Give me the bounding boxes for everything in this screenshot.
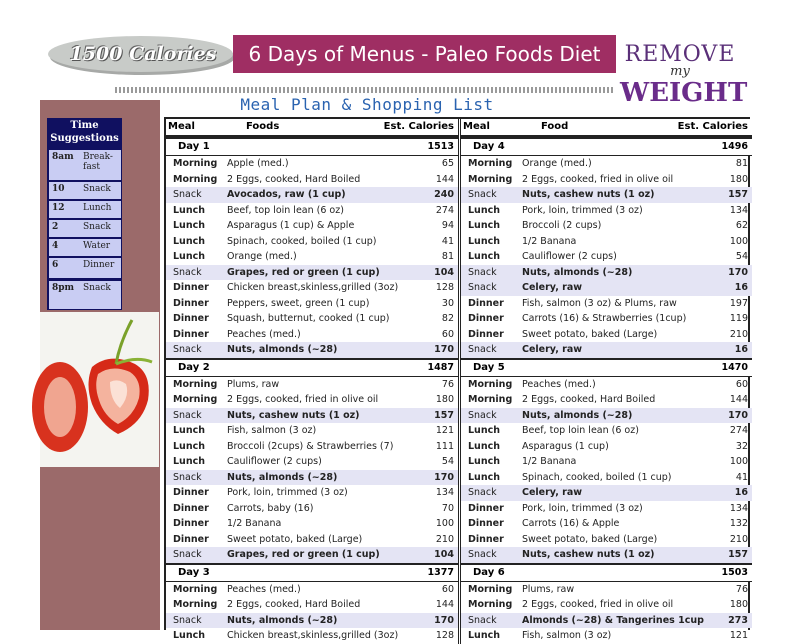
food-item: Grapes, red or green (1 cup) [227,266,380,278]
meal-type: Dinner [173,533,209,545]
food-item: Broccoli (2 cups) [522,220,602,231]
calorie-value: 104 [434,549,454,560]
food-item: Peaches (med.) [227,328,301,340]
calorie-value: 62 [735,220,748,231]
meal-type: Lunch [468,471,500,483]
strawberry-image [40,312,159,467]
food-item: 2 Eggs, cooked, Hard Boiled [522,394,656,405]
meal-row [166,187,458,203]
food-item: Sweet potato, baked (Large) [227,533,363,545]
day-total-calories: 1503 [721,566,748,578]
meal-row [461,249,752,265]
time-activity: Lunch [83,203,112,213]
food-item: Nuts, almonds (~28) [227,471,338,483]
meal-type: Snack [173,471,202,483]
meal-type: Dinner [173,518,209,529]
meal-row [461,547,752,563]
food-item: Orange (med.) [227,251,297,262]
header-foods: Foods [246,121,280,132]
meal-type: Lunch [173,235,205,247]
table-header-right [461,119,752,137]
calorie-value: 128 [435,630,454,641]
day-label: Day 5 [473,361,505,373]
header-food: Food [541,121,569,132]
day-total-calories: 1487 [427,361,454,373]
calorie-value: 180 [729,173,748,185]
meal-type: Lunch [468,220,500,231]
calorie-value: 144 [729,394,748,405]
meal-type: Dinner [468,297,504,309]
meal-type: Morning [173,583,218,595]
meal-type: Snack [468,614,497,626]
time-activity: Dinner [83,260,115,270]
meal-type: Dinner [173,297,209,309]
time-suggestion-row [49,182,121,199]
food-item: Cauliflower (2 cups) [227,456,322,467]
meal-type: Dinner [468,313,504,324]
meal-type: Snack [468,282,497,293]
food-item: Nuts, cashew nuts (1 oz) [522,189,655,200]
meal-row [461,423,752,439]
meal-row [461,392,752,408]
meal-type: Snack [173,344,202,355]
calorie-value: 76 [735,583,748,595]
meal-row [166,454,458,470]
meal-row [461,187,752,203]
time-value: 8am [52,152,74,162]
food-item: Spinach, cooked, boiled (1 cup) [227,235,377,247]
meal-column-left [166,119,458,644]
food-item: Cauliflower (2 cups) [522,251,617,262]
meal-type: Lunch [173,251,205,262]
food-item: Peaches (med.) [227,583,301,595]
meal-row [461,470,752,486]
food-item: Beef, top loin lean (6 oz) [522,425,639,436]
calorie-value: 121 [729,630,748,641]
calorie-value: 273 [728,614,748,626]
food-item: Squash, butternut, cooked (1 cup) [227,313,390,324]
calorie-value: 100 [729,456,748,467]
calories-badge-text: 1500 Calories [69,43,217,65]
meal-row [461,516,752,532]
calorie-value: 144 [435,599,454,610]
meal-row [166,423,458,439]
time-value: 10 [52,184,65,194]
meal-type: Morning [468,583,513,595]
calorie-value: 157 [434,409,454,421]
page-title: 6 Days of Menus - Paleo Foods Diet [248,42,601,66]
time-value: 2 [52,222,59,232]
header-meal: Meal [463,121,490,132]
day-header-row [166,563,458,582]
time-suggestion-row [49,150,121,180]
meal-row [166,547,458,563]
meal-type: Morning [173,378,218,390]
food-item: 1/2 Banana [522,456,577,467]
calorie-value: 94 [441,220,454,231]
meal-row [461,582,752,598]
meal-type: Lunch [468,425,500,436]
meal-row [166,377,458,393]
calorie-value: 274 [729,425,748,436]
meal-row [166,249,458,265]
food-item: Plums, raw [227,378,280,390]
meal-type: Lunch [173,220,205,231]
calorie-value: 100 [729,235,748,247]
calorie-value: 111 [435,440,454,452]
meal-type: Lunch [173,204,205,216]
calorie-value: 81 [441,251,454,262]
header-meal: Meal [168,121,195,132]
calorie-value: 104 [434,266,454,278]
meal-row [166,532,458,548]
meal-type: Morning [173,158,218,169]
food-item: Carrots (16) & Apple [522,518,620,529]
calorie-value: 170 [728,409,748,421]
calorie-value: 54 [735,251,748,262]
meal-type: Snack [468,409,497,421]
food-item: Fish, salmon (3 oz) & Plums, raw [522,297,677,309]
day-header-row [166,358,458,377]
calorie-value: 134 [729,502,748,514]
time-activity: Break-fast [83,152,113,172]
food-item: Asparagus (1 cup) & Apple [227,220,355,231]
meal-type: Snack [173,266,202,278]
calorie-value: 121 [435,425,454,436]
day-label: Day 2 [178,361,210,373]
time-suggestion-row [49,220,121,237]
meal-type: Lunch [173,456,205,467]
logo-line-1: REMOVE [624,42,736,67]
day-total-calories: 1496 [721,141,748,152]
food-item: Pork, loin, trimmed (3 oz) [522,502,643,514]
calorie-value: 41 [441,235,454,247]
calorie-value: 54 [441,456,454,467]
calorie-value: 128 [435,282,454,293]
strawberry-photo [40,312,159,467]
food-item: Beef, top loin lean (6 oz) [227,204,344,216]
time-suggestion-row [49,201,121,218]
food-item: Carrots (16) & Strawberries (1cup) [522,313,687,324]
food-item: Apple (med.) [227,158,289,169]
meal-type: Morning [468,599,513,610]
time-value: 8pm [52,283,75,293]
meal-row [461,377,752,393]
food-item: Peppers, sweet, green (1 cup) [227,297,370,309]
calorie-value: 16 [734,487,748,498]
calorie-value: 65 [441,158,454,169]
food-item: Pork, loin, trimmed (3 oz) [522,204,643,216]
calorie-value: 210 [729,533,748,545]
food-item: Plums, raw [522,583,575,595]
calorie-value: 134 [729,204,748,216]
meal-type: Dinner [173,282,209,293]
calorie-value: 70 [441,502,454,514]
calorie-value: 60 [441,328,454,340]
day-header-row [461,137,752,156]
calorie-value: 180 [729,599,748,610]
meal-type: Snack [173,189,202,200]
calorie-value: 60 [441,583,454,595]
calorie-value: 32 [735,440,748,452]
remove-my-weight-logo [620,38,748,110]
food-item: Peaches (med.) [522,378,596,390]
meal-row [166,203,458,219]
food-item: Almonds (~28) & Tangerines 1cup [522,614,704,626]
calorie-value: 144 [435,173,454,185]
calorie-value: 134 [435,487,454,498]
food-item: Fish, salmon (3 oz) [522,630,612,641]
day-label: Day 3 [178,566,210,578]
time-value: 4 [52,241,59,251]
calorie-value: 170 [434,344,454,355]
meal-type: Dinner [173,313,209,324]
meal-type: Dinner [468,533,504,545]
meal-row [461,342,752,358]
calorie-value: 82 [441,313,454,324]
meal-type: Morning [468,394,513,405]
meal-type: Dinner [173,487,209,498]
meal-type: Dinner [173,502,209,514]
meal-row [166,628,458,644]
calorie-value: 157 [728,549,748,560]
time-suggestion-row [49,258,121,278]
food-item: Spinach, cooked, boiled (1 cup) [522,471,672,483]
meal-row [166,280,458,296]
meal-row [461,172,752,188]
table-header-left [166,119,458,137]
meal-row [166,218,458,234]
calorie-value: 100 [435,518,454,529]
calorie-value: 30 [441,297,454,309]
food-item: Chicken breast,skinless,grilled (3oz) [227,282,399,293]
calorie-value: 16 [734,282,748,293]
meal-type: Morning [173,394,218,405]
meal-row [166,156,458,172]
meal-row [461,280,752,296]
meal-row [166,439,458,455]
calorie-value: 180 [435,394,454,405]
meal-row [461,265,752,281]
header-calories: Est. Calories [677,121,748,132]
day-total-calories: 1513 [427,141,454,152]
calorie-value: 274 [435,204,454,216]
meal-type: Lunch [173,440,205,452]
meal-row [166,516,458,532]
food-item: Carrots, baby (16) [227,502,314,514]
day-header-row [461,563,752,582]
day-label: Day 4 [473,141,505,152]
food-item: Broccoli (2cups) & Strawberries (7) [227,440,394,452]
meal-type: Morning [468,378,513,390]
calorie-value: 41 [735,471,748,483]
meal-type: Dinner [173,328,209,340]
calorie-value: 240 [434,189,454,200]
meal-row [166,408,458,424]
day-total-calories: 1377 [427,566,454,578]
meal-row [166,311,458,327]
food-item: Celery, raw [522,344,583,355]
day-total-calories: 1470 [721,361,748,373]
time-suggestion-row [49,239,121,256]
food-item: Nuts, cashew nuts (1 oz) [522,549,655,560]
meal-row [166,265,458,281]
food-item: Nuts, cashew nuts (1 oz) [227,409,360,421]
calorie-value: 60 [735,378,748,390]
food-item: 2 Eggs, cooked, fried in olive oil [227,394,379,405]
meal-type: Morning [173,599,218,610]
time-value: 6 [52,260,59,270]
meal-row [166,234,458,250]
calorie-value: 119 [729,313,748,324]
meal-row [461,454,752,470]
calorie-value: 132 [729,518,748,529]
dotted-divider [115,87,615,93]
meal-type: Snack [468,549,497,560]
meal-row [461,218,752,234]
day-label: Day 1 [178,141,210,152]
logo-line-3: WEIGHT [620,78,748,108]
food-item: Asparagus (1 cup) [522,440,609,452]
calorie-value: 210 [435,533,454,545]
meal-row [461,156,752,172]
time-suggestions-title: Time Suggestions [50,120,119,144]
meal-row [166,392,458,408]
time-activity: Snack [83,184,111,194]
meal-row [166,597,458,613]
time-activity: Snack [83,222,111,232]
meal-type: Snack [173,614,202,626]
food-item: 2 Eggs, cooked, Hard Boiled [227,599,361,610]
food-item: Celery, raw [522,487,583,498]
meal-type: Lunch [173,630,205,641]
food-item: 2 Eggs, cooked, fried in olive oil [522,173,674,185]
food-item: Nuts, almonds (~28) [227,614,338,626]
meal-type: Lunch [468,251,500,262]
meal-type: Dinner [468,518,504,529]
meal-column-right [458,119,752,644]
meal-type: Snack [468,266,497,278]
meal-row [166,342,458,358]
calorie-value: 81 [735,158,748,169]
meal-row [461,485,752,501]
meal-type: Lunch [468,235,500,247]
meal-row [461,327,752,343]
meal-type: Lunch [468,440,500,452]
time-activity: Water [83,241,111,251]
day-label: Day 6 [473,566,505,578]
food-item: Orange (med.) [522,158,592,169]
meal-row [461,628,752,644]
meal-type: Lunch [468,630,500,641]
food-item: Sweet potato, baked (Large) [522,328,658,340]
meal-row [166,613,458,629]
calorie-value: 157 [728,189,748,200]
meal-row [461,501,752,517]
meal-row [166,582,458,598]
food-item: Sweet potato, baked (Large) [522,533,658,545]
food-item: Nuts, almonds (~28) [522,409,633,421]
meal-row [461,439,752,455]
food-item: Pork, loin, trimmed (3 oz) [227,487,348,498]
meal-type: Morning [468,173,513,185]
time-value: 12 [52,203,65,213]
calorie-value: 170 [728,266,748,278]
meal-type: Lunch [468,204,500,216]
meal-row [461,203,752,219]
meal-type: Lunch [173,425,205,436]
food-item: 1/2 Banana [522,235,577,247]
meal-row [461,296,752,312]
meal-type: Dinner [468,328,504,340]
page-subtitle: Meal Plan & Shopping List [240,95,494,114]
meal-row [461,311,752,327]
meal-type: Snack [468,344,497,355]
meal-type: Dinner [468,502,504,514]
time-suggestion-row [49,281,121,309]
calorie-value: 170 [434,614,454,626]
meal-row [166,501,458,517]
meal-row [461,597,752,613]
logo-line-2: my [670,64,690,79]
food-item: 1/2 Banana [227,518,282,529]
meal-type: Morning [173,173,218,185]
food-item: Nuts, almonds (~28) [522,266,633,278]
meal-type: Lunch [468,456,500,467]
meal-row [461,408,752,424]
calorie-value: 210 [729,328,748,340]
header-calories: Est. Calories [383,121,454,132]
meal-row [461,613,752,629]
food-item: Nuts, almonds (~28) [227,344,338,355]
meal-type: Snack [468,189,497,200]
meal-type: Snack [173,549,202,560]
meal-row [461,532,752,548]
meal-row [166,172,458,188]
food-item: Celery, raw [522,282,583,293]
meal-type: Snack [468,487,497,498]
calorie-value: 170 [434,471,454,483]
calorie-value: 16 [734,344,748,355]
food-item: 2 Eggs, cooked, Hard Boiled [227,173,361,185]
food-item: Avocados, raw (1 cup) [227,189,346,200]
food-item: Fish, salmon (3 oz) [227,425,317,436]
time-activity: Snack [83,283,111,293]
calorie-value: 76 [441,378,454,390]
food-item: Grapes, red or green (1 cup) [227,549,380,560]
meal-plan-table [164,117,750,641]
meal-row [166,296,458,312]
meal-row [166,470,458,486]
day-header-row [166,137,458,156]
day-header-row [461,358,752,377]
food-item: 2 Eggs, cooked, fried in olive oil [522,599,674,610]
calorie-value: 197 [729,297,748,309]
meal-row [166,327,458,343]
meal-type: Morning [468,158,513,169]
meal-row [166,485,458,501]
food-item: Chicken breast,skinless,grilled (3oz) [227,630,399,641]
meal-row [461,234,752,250]
meal-type: Snack [173,409,202,421]
